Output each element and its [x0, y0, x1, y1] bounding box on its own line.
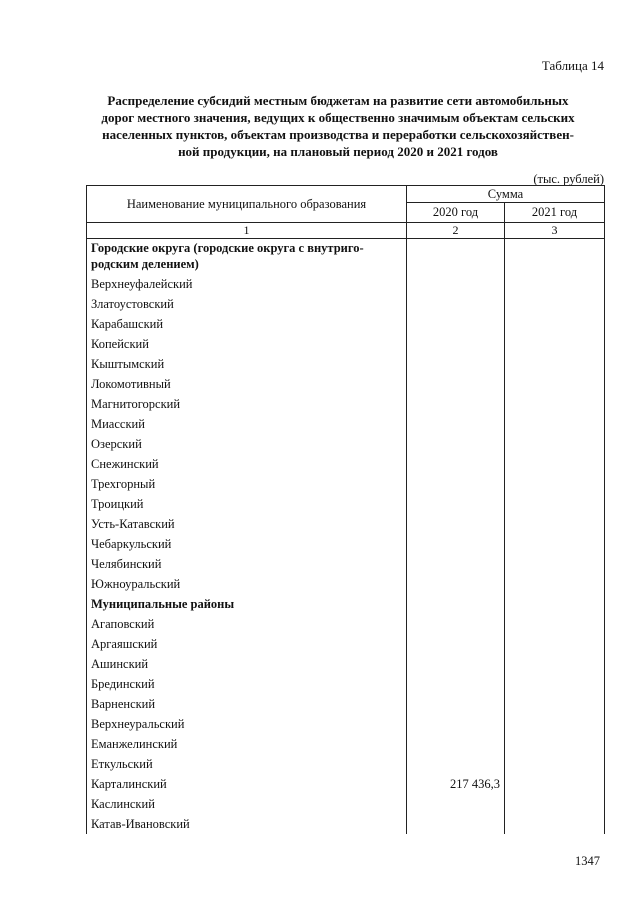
table-row	[87, 754, 605, 774]
municipality-name: Еманжелинский	[87, 734, 407, 754]
value-2021	[505, 294, 605, 314]
value-2020	[407, 454, 505, 474]
value-2020	[407, 694, 505, 714]
value-2020	[407, 374, 505, 394]
value-2020	[407, 614, 505, 634]
value-2020	[407, 494, 505, 514]
table-row	[87, 634, 605, 654]
value-2020: 217 436,3	[407, 774, 505, 794]
value-2020	[407, 654, 505, 674]
table-row	[87, 654, 605, 674]
group-heading-line: Городские округа (городские округа с внутриго-	[91, 241, 364, 255]
value-2020	[407, 814, 505, 834]
municipality-name: Катав-Ивановский	[87, 814, 407, 834]
municipality-name: Верхнеуральский	[87, 714, 407, 734]
table-row	[87, 414, 605, 434]
municipality-name: Магнитогорский	[87, 394, 407, 414]
subsidy-table	[86, 185, 605, 834]
column-number-1: 1	[87, 223, 407, 239]
value-2021	[505, 674, 605, 694]
value-2021	[505, 394, 605, 414]
value-2020	[407, 554, 505, 574]
value-2021	[505, 794, 605, 814]
value-2020	[407, 354, 505, 374]
value-2021	[505, 354, 605, 374]
municipality-name: Златоустовский	[87, 294, 407, 314]
value-2020	[407, 634, 505, 654]
value-2020	[407, 474, 505, 494]
table-row	[87, 514, 605, 534]
table-row	[87, 334, 605, 354]
value-2021	[505, 774, 605, 794]
table-row	[87, 239, 605, 275]
title-line: Распределение субсидий местным бюджетам на развитие сети автомобильных	[107, 93, 569, 108]
municipality-name: Челябинский	[87, 554, 407, 574]
units-note: (тыс. рублей)	[533, 172, 604, 186]
value-2021	[505, 654, 605, 674]
municipality-name: Аргаяшский	[87, 634, 407, 654]
value-2021	[505, 454, 605, 474]
table-row	[87, 274, 605, 294]
municipality-name: Карабашский	[87, 314, 407, 334]
municipality-name: Троицкий	[87, 494, 407, 514]
value-2021	[505, 714, 605, 734]
value-2021	[505, 754, 605, 774]
value-2021	[505, 274, 605, 294]
table-row	[87, 394, 605, 414]
value-2020	[407, 794, 505, 814]
municipality-name: Озерский	[87, 434, 407, 454]
table-row	[87, 354, 605, 374]
value-2021	[505, 614, 605, 634]
value-2020	[407, 334, 505, 354]
municipality-name: Брединский	[87, 674, 407, 694]
value-2021	[505, 734, 605, 754]
value-2020	[407, 574, 505, 594]
header-municipality: Наименование муниципального образования	[87, 186, 407, 223]
municipality-name: Снежинский	[87, 454, 407, 474]
value-2020	[407, 674, 505, 694]
value-2021	[505, 434, 605, 454]
municipality-name: Варненский	[87, 694, 407, 714]
municipality-name: Агаповский	[87, 614, 407, 634]
page-number: 1347	[575, 854, 600, 868]
table-row	[87, 574, 605, 594]
municipality-name: Трехгорный	[87, 474, 407, 494]
municipality-name: Карталинский	[87, 774, 407, 794]
value-2020	[407, 514, 505, 534]
value-2021	[505, 554, 605, 574]
municipality-name: Южноуральский	[87, 574, 407, 594]
municipality-name: Чебаркульский	[87, 534, 407, 554]
value-2021	[505, 374, 605, 394]
value-2021	[505, 534, 605, 554]
table-number-label: Таблица 14	[541, 58, 604, 73]
municipality-name: Копейский	[87, 334, 407, 354]
value-2020	[407, 534, 505, 554]
table-row	[87, 614, 605, 634]
value-2020	[407, 414, 505, 434]
table-row	[87, 454, 605, 474]
header-sum: Сумма	[407, 186, 605, 203]
table-row	[87, 294, 605, 314]
municipality-name: Каслинский	[87, 794, 407, 814]
municipality-name: Верхнеуфалейский	[87, 274, 407, 294]
value-2020	[407, 714, 505, 734]
value-2021	[505, 694, 605, 714]
value-2020	[407, 294, 505, 314]
value-2020	[407, 754, 505, 774]
value-2020	[407, 734, 505, 754]
value-2021	[505, 239, 605, 275]
value-2020	[407, 239, 505, 275]
value-2021	[505, 594, 605, 614]
table-row	[87, 374, 605, 394]
document-title	[70, 92, 606, 160]
value-2021	[505, 314, 605, 334]
table-row	[87, 594, 605, 614]
table-row	[87, 534, 605, 554]
column-number-2: 2	[407, 223, 505, 239]
value-2021	[505, 574, 605, 594]
value-2020	[407, 274, 505, 294]
table-row	[87, 434, 605, 454]
header-2021: 2021 год	[505, 203, 605, 223]
title-line: ной продукции, на плановый период 2020 и 2021 годов	[178, 144, 498, 159]
group-heading-districts: Муниципальные районы	[87, 594, 407, 614]
municipality-name: Миасский	[87, 414, 407, 434]
value-2020	[407, 434, 505, 454]
table-row	[87, 314, 605, 334]
value-2021	[505, 334, 605, 354]
table-row	[87, 774, 605, 794]
title-line: дорог местного значения, ведущих к общественно значимым объектам сельских	[101, 110, 575, 125]
value-2020	[407, 594, 505, 614]
value-2021	[505, 514, 605, 534]
table-row	[87, 794, 605, 814]
column-number-3: 3	[505, 223, 605, 239]
municipality-name: Ашинский	[87, 654, 407, 674]
table-row	[87, 674, 605, 694]
table-row	[87, 694, 605, 714]
value-2021	[505, 474, 605, 494]
value-2021	[505, 414, 605, 434]
header-2020: 2020 год	[407, 203, 505, 223]
group-heading-line: родским делением)	[91, 257, 199, 271]
municipality-name: Усть-Катавский	[87, 514, 407, 534]
title-line: населенных пунктов, объектам производства и переработки сельскохозяйствен-	[102, 127, 574, 142]
value-2021	[505, 814, 605, 834]
table-row	[87, 474, 605, 494]
value-2021	[505, 494, 605, 514]
table-row	[87, 714, 605, 734]
value-2020	[407, 394, 505, 414]
municipality-name: Еткульский	[87, 754, 407, 774]
value-2021	[505, 634, 605, 654]
municipality-name: Кыштымский	[87, 354, 407, 374]
municipality-name: Локомотивный	[87, 374, 407, 394]
table-row	[87, 554, 605, 574]
value-2020	[407, 314, 505, 334]
table-row	[87, 734, 605, 754]
table-row	[87, 494, 605, 514]
group-heading-city-districts	[87, 239, 407, 275]
table-row	[87, 814, 605, 834]
